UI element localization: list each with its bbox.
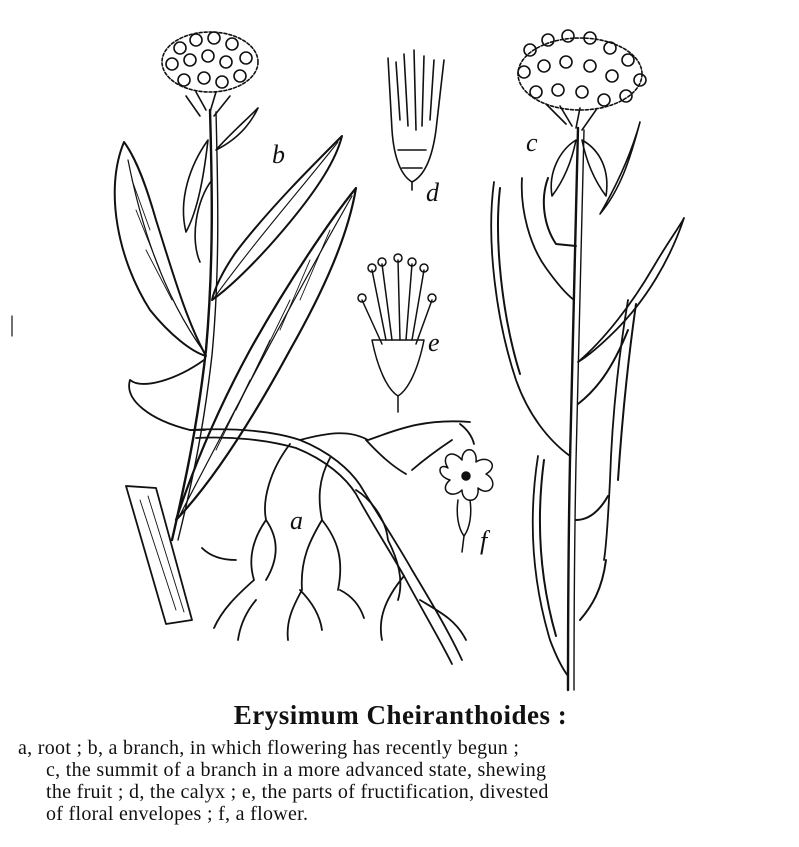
branch-c-drawing xyxy=(491,30,684,690)
branch-b-flower-head xyxy=(162,32,258,116)
label-d: d xyxy=(426,178,439,207)
label-c: c xyxy=(526,128,538,157)
calyx-d-drawing xyxy=(388,50,444,190)
label-a: a xyxy=(290,506,303,535)
figure-title: Erysimum Cheiranthoides : xyxy=(233,700,568,730)
label-f: f xyxy=(480,526,488,555)
root-a-drawing xyxy=(190,421,474,664)
label-e: e xyxy=(428,328,440,357)
figure-caption xyxy=(18,700,783,825)
caption-line-2: c, the summit of a branch in a more advanced state, shewing xyxy=(46,759,547,781)
caption-line-4: of floral envelopes ; f, a flower. xyxy=(46,803,309,825)
label-b: b xyxy=(272,140,285,169)
fructification-e-drawing xyxy=(358,254,436,412)
branch-b-drawing xyxy=(115,32,356,624)
caption-line-1: a, root ; b, a branch, in which flowering has recently begun ; xyxy=(18,737,520,759)
figure-description xyxy=(18,737,783,825)
caption-line-3: the fruit ; d, the calyx ; e, the parts of fructification, divested xyxy=(46,781,549,803)
